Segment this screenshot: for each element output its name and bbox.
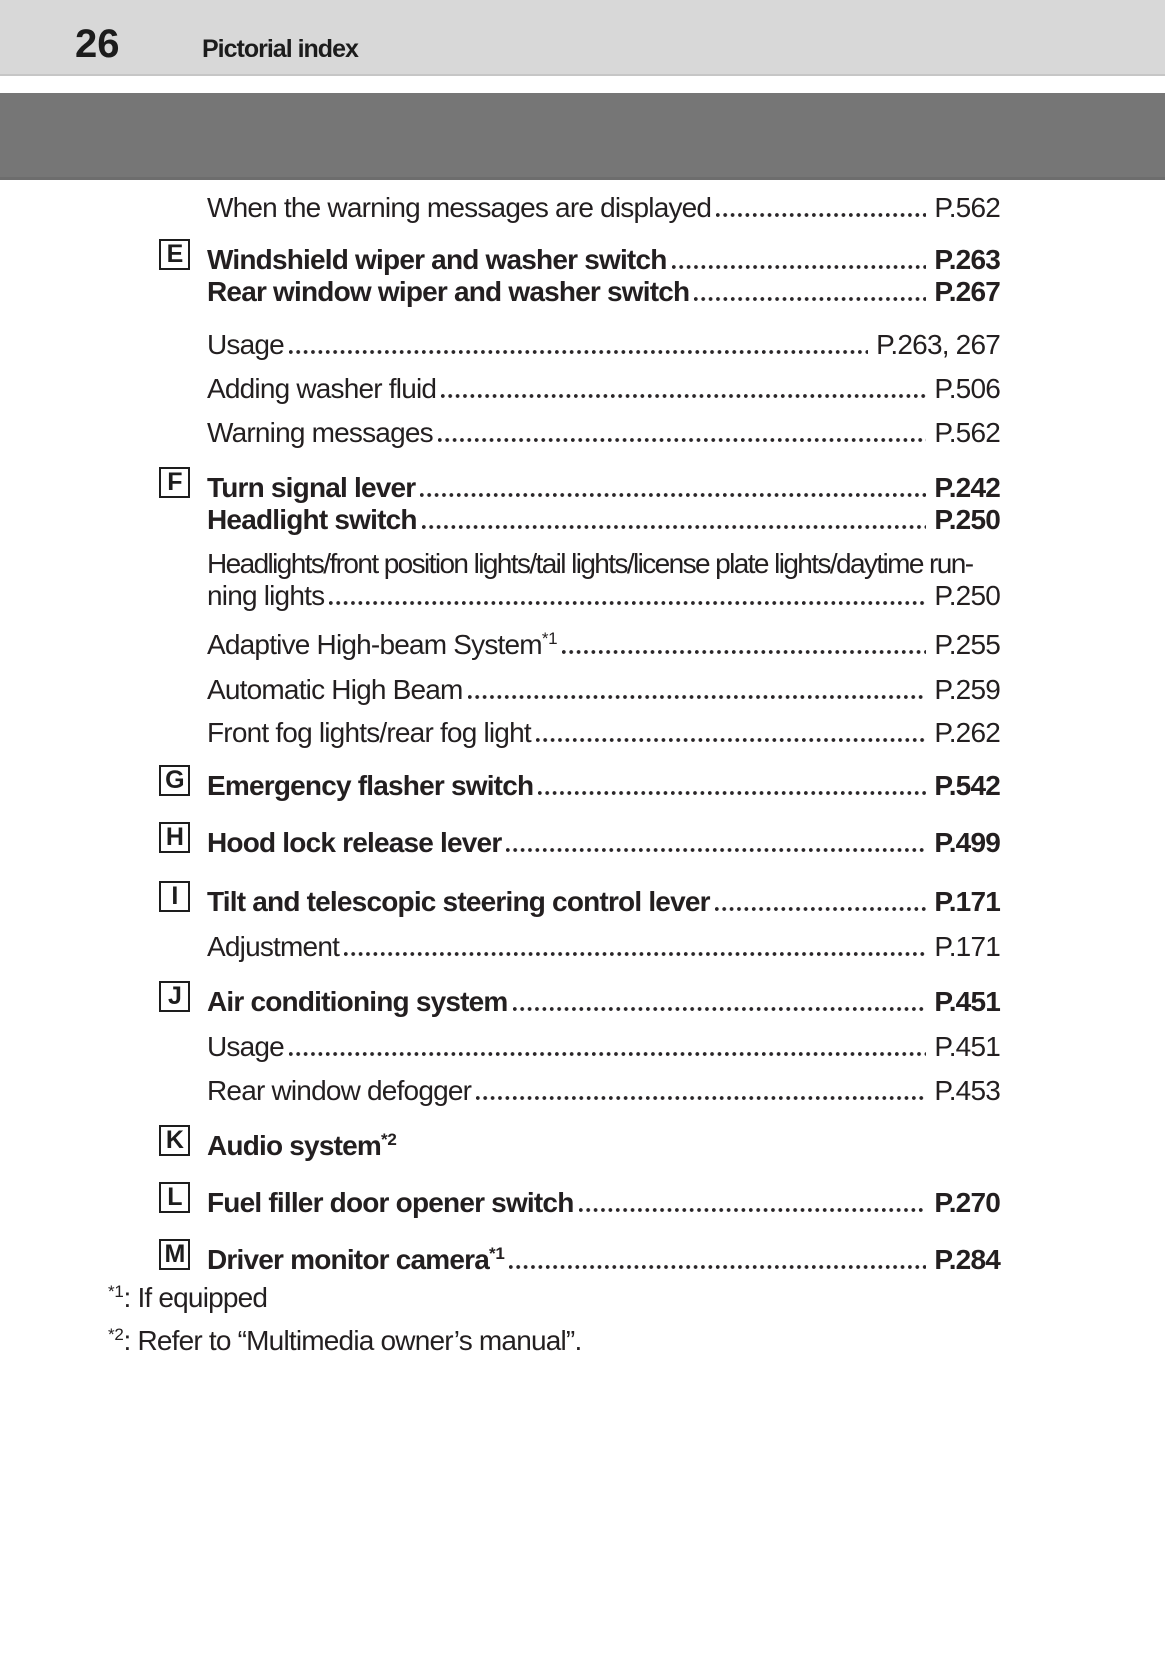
index-entry: [159, 823, 1000, 859]
dot-leader: [415, 472, 934, 504]
index-entry: [159, 468, 1000, 504]
page-reference: P.284: [934, 1244, 1000, 1275]
dot-leader: [689, 276, 934, 308]
dot-leader: [508, 986, 935, 1018]
entry-label: Turn signal lever: [207, 472, 416, 503]
index-entry: [159, 240, 1000, 276]
entry-label: Usage: [207, 329, 284, 360]
index-entry: [159, 276, 1000, 308]
dot-leader: [533, 770, 934, 802]
page-reference: P.262: [934, 717, 1000, 748]
footnote-marker: *2: [381, 1130, 397, 1149]
entry-label: Audio system$^{*2}$: [207, 1130, 397, 1161]
entry-label: Air conditioning system: [207, 986, 508, 1017]
index-entry: [159, 882, 1000, 918]
footnote-text: : If equipped: [123, 1282, 268, 1313]
entry-label: Front fog lights/rear fog light: [207, 717, 531, 748]
page-reference: P.255: [934, 629, 1000, 660]
page-reference: P.499: [934, 827, 1000, 858]
footnote: [108, 1325, 581, 1357]
page-reference: P.259: [934, 674, 1000, 705]
section-letter-badge: I: [159, 881, 190, 912]
entry-label: Automatic High Beam: [207, 674, 463, 705]
index-entry: [159, 1183, 1000, 1219]
entry-label: When the warning messages are displayed: [207, 192, 712, 223]
dot-leader: [436, 373, 934, 405]
page-reference: P.171: [934, 931, 1000, 962]
entry-label: Windshield wiper and washer switch: [207, 244, 667, 275]
entry-label: Rear window defogger: [207, 1075, 472, 1106]
page-reference: P.562: [934, 417, 1000, 448]
page-reference: P.451: [934, 1031, 1000, 1062]
section-letter-badge: G: [159, 765, 190, 796]
dot-leader: [339, 931, 934, 963]
dot-leader: [471, 1075, 934, 1107]
footnote-marker: *1: [541, 629, 558, 648]
pictorial-index-list: [108, 0, 1000, 1653]
dot-leader: [433, 417, 935, 449]
index-entry: [159, 982, 1000, 1018]
index-entry: [159, 504, 1000, 536]
dot-leader: [504, 1244, 934, 1276]
dot-leader: [711, 192, 934, 224]
footnote: [108, 1282, 267, 1314]
dot-leader: [667, 244, 935, 276]
index-entry: [159, 629, 1000, 661]
footnote-marker: *1: [108, 1282, 124, 1301]
index-entry: [159, 329, 1000, 361]
dot-leader: [574, 1187, 935, 1219]
page-title: Pictorial index: [202, 35, 358, 63]
index-entry: [159, 1240, 1000, 1276]
page-reference: P.242: [934, 472, 1000, 503]
entry-label: Rear window wiper and washer switch: [207, 276, 690, 307]
footnote-text: : Refer to “Multimedia owner’s manual”.: [123, 1325, 582, 1356]
index-entry: [159, 1075, 1000, 1107]
index-entry: [159, 766, 1000, 802]
entry-label: Warning messages: [207, 417, 433, 448]
entry-label: Emergency flasher switch: [207, 770, 534, 801]
dot-leader: [531, 717, 935, 749]
section-letter-badge: J: [159, 981, 190, 1012]
dot-leader: [324, 580, 934, 612]
dot-leader: [463, 674, 935, 706]
dot-leader: [710, 886, 935, 918]
footnote-marker: *2: [108, 1325, 124, 1344]
page-reference: P.451: [934, 986, 1000, 1017]
dot-leader: [417, 504, 935, 536]
index-entry: [159, 373, 1000, 405]
dot-leader: [284, 329, 876, 361]
entry-label: Hood lock release lever: [207, 827, 502, 858]
index-entry: [159, 1031, 1000, 1063]
page-reference: P.453: [934, 1075, 1000, 1106]
section-letter-badge: M: [159, 1239, 190, 1270]
page-reference: P.250: [934, 504, 1000, 535]
index-entry: [159, 1126, 1000, 1162]
index-entry: [159, 717, 1000, 749]
page-reference: P.267: [934, 276, 1000, 307]
entry-label: Usage: [207, 1031, 284, 1062]
section-letter-badge: F: [159, 467, 190, 498]
entry-label: Driver monitor camera$^{*1}$: [207, 1244, 505, 1275]
page-reference: P.542: [934, 770, 1000, 801]
dot-leader: [501, 827, 934, 859]
footnote-marker: *1: [489, 1244, 505, 1263]
page-reference: P.562: [934, 192, 1000, 223]
section-letter-badge: E: [159, 239, 190, 270]
index-entry: [159, 417, 1000, 449]
page-reference: P.250: [934, 580, 1000, 611]
index-entry: [159, 674, 1000, 706]
entry-label: Headlights/front position lights/tail lights/license plate lights/daytime run-: [207, 548, 973, 579]
page-reference: P.171: [934, 886, 1000, 917]
page-reference: P.263: [934, 244, 1000, 275]
section-letter-badge: K: [159, 1125, 190, 1156]
index-entry: [159, 931, 1000, 963]
entry-label: Adding washer fluid: [207, 373, 437, 404]
dot-leader: [557, 629, 934, 661]
index-entry: [159, 548, 1000, 580]
entry-label: ning lights: [207, 580, 325, 611]
index-entry: [159, 192, 1000, 224]
page-reference: P.270: [934, 1187, 1000, 1218]
section-letter-badge: L: [159, 1182, 190, 1213]
dot-leader: [284, 1031, 934, 1063]
section-letter-badge: H: [159, 822, 190, 853]
entry-label: Fuel filler door opener switch: [207, 1187, 574, 1218]
entry-label: Headlight switch: [207, 504, 417, 535]
entry-label: Adaptive High-beam System$^{*1}$: [207, 629, 558, 660]
entry-label: Tilt and telescopic steering control lever: [207, 886, 710, 917]
entry-label: Adjustment: [207, 931, 340, 962]
page-reference: P.263, 267: [876, 329, 1000, 360]
page-number: 26: [75, 22, 120, 66]
page-reference: P.506: [934, 373, 1000, 404]
index-entry: [159, 580, 1000, 612]
